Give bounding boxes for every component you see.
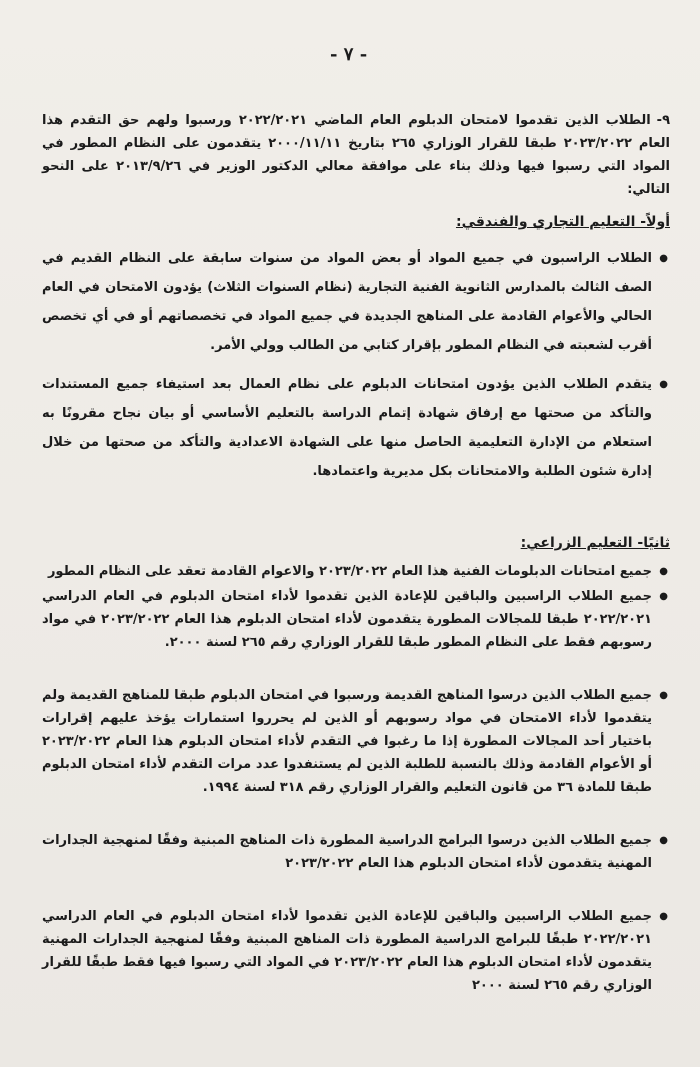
intro-text: الطلاب الذين تقدموا لامتحان الدبلوم العام الماضي ٢٠٢٢/٢٠٢١ ورسبوا ولهم حق التقدم هذا العام ٢٠٢٣/٢٠٢٢ طبقا للقرار الوزاري ٢٦٥ بتاريخ ٢٠٠٠/١١/١١ يتقدمون على النظام المطور في المواد التي رسبوا فيها وذلك بناء على موافقة معالي الدكتور الوزير في ٢٠١٣/٩/٢٦ على النحو التالي: xyxy=(42,113,670,197)
list-item: ● يتقدم الطلاب الذين يؤدون امتحانات الدبلوم على نظام العمال بعد استيفاء جميع المستندات والتأكد من صحتها مع إرفاق شهادة إتمام الدراسة بالتعليم الأساسي أو بيان نجاح مقرونًا به استعلام من الإدارة التعليمية الحاصل منها على الشهادة الاعدادية والتأكد من صحتها من خلال إدارة شئون الطلبة والامتحانات بكل مديرية واعتمادها. xyxy=(42,370,670,486)
agricultural-bullet-list xyxy=(42,560,670,1011)
section-heading-agricultural: ثانيًا- التعليم الزراعي: xyxy=(520,535,670,551)
commercial-bullet-list xyxy=(42,244,670,496)
page-number: - ٧ - xyxy=(330,44,368,65)
intro-paragraph xyxy=(42,109,670,201)
list-item: ● جميع الطلاب الذين درسوا المناهج القديمة ورسبوا في امتحان الدبلوم طبقا للمناهج القديمة ولم يتقدموا لأداء الامتحان في مواد رسوبهم أو الذين لم يحرروا استمارات يؤخذ عليهم إقرارات باختيار أحد المجالات المطورة إذا ما رغبوا في التقدم لأداء امتحان الدبلوم هذا العام ٢٠٢٣/٢٠٢٢ أو الأعوام القادمة وذلك بالنسبة للطلبة الذين لم يستنفدوا عدد مرات التقدم لأداء امتحان الدبلوم طبقا للمادة ٣٦ من قانون التعليم والقرار الوزاري رقم ٣١٨ لسنة ١٩٩٤. xyxy=(42,684,670,799)
list-item: ● جميع الطلاب الراسبين والباقين للإعادة الذين تقدموا لأداء امتحان الدبلوم في العام الدراسي ٢٠٢٢/٢٠٢١ طبقًا للبرامج الدراسية المطورة ذات المناهج المبنية وفقًا لمنهجية الجدارات المهنية يتقدمون لأداء امتحان الدبلوم هذا العام ٢٠٢٣/٢٠٢٢ في المواد التي رسبوا فيها فقط طبقًا للقرار الوزاري رقم ٢٦٥ لسنة ٢٠٠٠ xyxy=(42,905,670,997)
paragraph-number: ٩- xyxy=(656,113,670,128)
list-item: ● جميع الطلاب الراسبين والباقين للإعادة الذين تقدموا لأداء امتحان الدبلوم في العام الدراسي ٢٠٢٢/٢٠٢١ طبقا للمجالات المطورة يتقدمون لأداء امتحان الدبلوم هذا العام ٢٠٢٣/٢٠٢٢ في مواد رسوبهم فقط على النظام المطور طبقا للقرار الوزاري رقم ٢٦٥ لسنة ٢٠٠٠. xyxy=(42,585,670,654)
section-heading-commercial: أولاً- التعليم التجاري والفندقي: xyxy=(455,214,670,230)
list-item: ● جميع الطلاب الذين درسوا البرامج الدراسية المطورة ذات المناهج المبنية وفقًا لمنهجية الجدارات المهنية يتقدمون لأداء امتحان الدبلوم هذا العام ٢٠٢٣/٢٠٢٢ xyxy=(42,829,670,875)
list-item: ● جميع امتحانات الدبلومات الفنية هذا العام ٢٠٢٣/٢٠٢٢ والاعوام القادمة تعقد على النظام المطور xyxy=(42,560,670,583)
list-item: ● الطلاب الراسبون في جميع المواد أو بعض المواد من سنوات سابقة على النظام القديم في الصف الثالث بالمدارس الثانوية الفنية التجارية (نظام السنوات الثلاث) يؤدون الامتحان في العام الحالي والأعوام القادمة على المناهج الجديدة في جميع المواد في تخصصاتهم أو في أي تخصص أقرب لشعبته في النظام المطور بإقرار كتابي من الطالب وولي الأمر. xyxy=(42,244,670,360)
